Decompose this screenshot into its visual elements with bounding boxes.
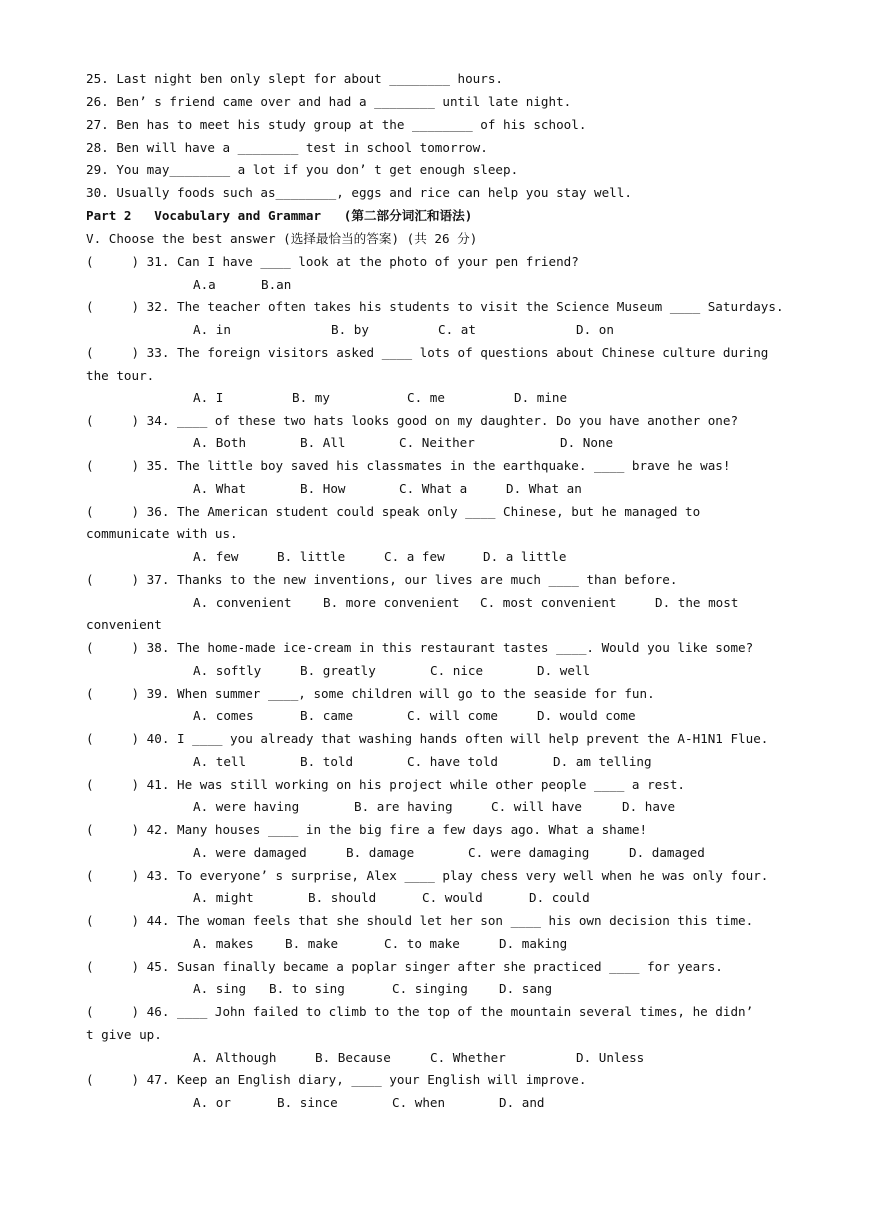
option-40-b: B. told [300, 754, 354, 769]
option-42-a: A. were damaged [193, 845, 307, 860]
option-34-c: C. Neither [399, 435, 475, 450]
option-43-d: D. could [529, 890, 590, 905]
option-39-d: D. would come [537, 708, 636, 723]
option-31-a: A.a [193, 277, 216, 292]
option-37-a: A. convenient [193, 595, 292, 610]
option-36-c: C. a few [384, 549, 445, 564]
option-47-b: B. since [277, 1095, 338, 1110]
question-46: ( ) 46. ____ John failed to climb to the top of the mountain several times, he didn’ [86, 1004, 754, 1019]
option-44-a: A. makes [193, 936, 254, 951]
question-43: ( ) 43. To everyone’ s surprise, Alex ____ play chess very well when he was only four. [86, 868, 769, 883]
option-34-d: D. None [560, 435, 614, 450]
option-45-c: C. singing [392, 981, 468, 996]
option-33-a: A. I [193, 390, 224, 405]
option-43-a: A. might [193, 890, 254, 905]
option-39-a: A. comes [193, 708, 254, 723]
option-43-b: B. should [308, 890, 377, 905]
question-41: ( ) 41. He was still working on his project while other people ____ a rest. [86, 777, 685, 792]
option-38-a: A. softly [193, 663, 262, 678]
option-38-d: D. well [537, 663, 591, 678]
option-38-c: C. nice [430, 663, 484, 678]
question-31: ( ) 31. Can I have ____ look at the photo of your pen friend? [86, 254, 579, 269]
question-44: ( ) 44. The woman feels that she should let her son ____ his own decision this time. [86, 913, 754, 928]
question-42: ( ) 42. Many houses ____ in the big fire a few days ago. What a shame! [86, 822, 648, 837]
option-33-c: C. me [407, 390, 445, 405]
option-45-a: A. sing [193, 981, 247, 996]
option-36-b: B. little [277, 549, 346, 564]
option-43-c: C. would [422, 890, 483, 905]
question-33-cont: the tour. [86, 368, 155, 383]
question-30: 30. Usually foods such as________, eggs and rice can help you stay well. [86, 185, 632, 200]
question-28: 28. Ben will have a ________ test in school tomorrow. [86, 140, 488, 155]
option-37-d: D. the most [655, 595, 739, 610]
section-5-heading: V. Choose the best answer (选择最恰当的答案) (共 26 分) [86, 231, 478, 246]
option-46-b: B. Because [315, 1050, 391, 1065]
option-45-d: D. sang [499, 981, 553, 996]
option-32-d: D. on [576, 322, 614, 337]
option-42-d: D. damaged [629, 845, 705, 860]
option-44-c: C. to make [384, 936, 460, 951]
option-42-b: B. damage [346, 845, 415, 860]
option-41-d: D. have [622, 799, 676, 814]
option-32-a: A. in [193, 322, 231, 337]
option-40-c: C. have told [407, 754, 498, 769]
question-38: ( ) 38. The home-made ice-cream in this restaurant tastes ____. Would you like some? [86, 640, 754, 655]
question-34: ( ) 34. ____ of these two hats looks good on my daughter. Do you have another one? [86, 413, 739, 428]
question-39: ( ) 39. When summer ____, some children will go to the seaside for fun. [86, 686, 655, 701]
option-41-c: C. will have [491, 799, 582, 814]
option-40-d: D. am telling [553, 754, 652, 769]
option-46-a: A. Although [193, 1050, 277, 1065]
question-32: ( ) 32. The teacher often takes his students to visit the Science Museum ____ Saturdays. [86, 299, 784, 314]
option-41-a: A. were having [193, 799, 300, 814]
option-33-b: B. my [292, 390, 330, 405]
option-39-c: C. will come [407, 708, 498, 723]
option-34-a: A. Both [193, 435, 247, 450]
option-45-b: B. to sing [269, 981, 345, 996]
option-35-b: B. How [300, 481, 346, 496]
question-33: ( ) 33. The foreign visitors asked ____ lots of questions about Chinese culture during [86, 345, 769, 360]
option-47-d: D. and [499, 1095, 545, 1110]
option-40-a: A. tell [193, 754, 247, 769]
question-47: ( ) 47. Keep an English diary, ____ your English will improve. [86, 1072, 587, 1087]
option-38-b: B. greatly [300, 663, 376, 678]
option-44-b: B. make [285, 936, 339, 951]
option-37-b: B. more convenient [323, 595, 460, 610]
option-35-d: D. What an [506, 481, 582, 496]
question-36-cont: communicate with us. [86, 526, 238, 541]
question-40: ( ) 40. I ____ you already that washing hands often will help prevent the A-H1N1 Flue. [86, 731, 769, 746]
question-27: 27. Ben has to meet his study group at the ________ of his school. [86, 117, 587, 132]
option-32-b: B. by [331, 322, 369, 337]
option-46-d: D. Unless [576, 1050, 645, 1065]
option-32-c: C. at [438, 322, 476, 337]
question-36: ( ) 36. The American student could speak only ____ Chinese, but he managed to [86, 504, 701, 519]
option-39-b: B. came [300, 708, 354, 723]
option-36-d: D. a little [483, 549, 567, 564]
option-47-c: C. when [392, 1095, 446, 1110]
question-25: 25. Last night ben only slept for about ________ hours. [86, 71, 504, 86]
question-26: 26. Ben’ s friend came over and had a ________ until late night. [86, 94, 572, 109]
option-36-a: A. few [193, 549, 239, 564]
option-46-c: C. Whether [430, 1050, 506, 1065]
option-47-a: A. or [193, 1095, 231, 1110]
question-35: ( ) 35. The little boy saved his classmates in the earthquake. ____ brave he was! [86, 458, 731, 473]
option-34-b: B. All [300, 435, 346, 450]
option-35-c: C. What a [399, 481, 468, 496]
option-33-d: D. mine [514, 390, 568, 405]
option-44-d: D. making [499, 936, 568, 951]
question-37: ( ) 37. Thanks to the new inventions, our lives are much ____ than before. [86, 572, 678, 587]
part-2-heading: Part 2 Vocabulary and Grammar (第二部分词汇和语法) [86, 208, 473, 223]
option-42-c: C. were damaging [468, 845, 590, 860]
question-45: ( ) 45. Susan finally became a poplar singer after she practiced ____ for years. [86, 959, 723, 974]
question-29: 29. You may________ a lot if you don’ t get enough sleep. [86, 162, 519, 177]
option-41-b: B. are having [354, 799, 453, 814]
option-31-b: B.an [261, 277, 292, 292]
option-35-a: A. What [193, 481, 247, 496]
option-37-c: C. most convenient [480, 595, 617, 610]
option-37-d-cont: convenient [86, 617, 162, 632]
question-46-cont: t give up. [86, 1027, 162, 1042]
